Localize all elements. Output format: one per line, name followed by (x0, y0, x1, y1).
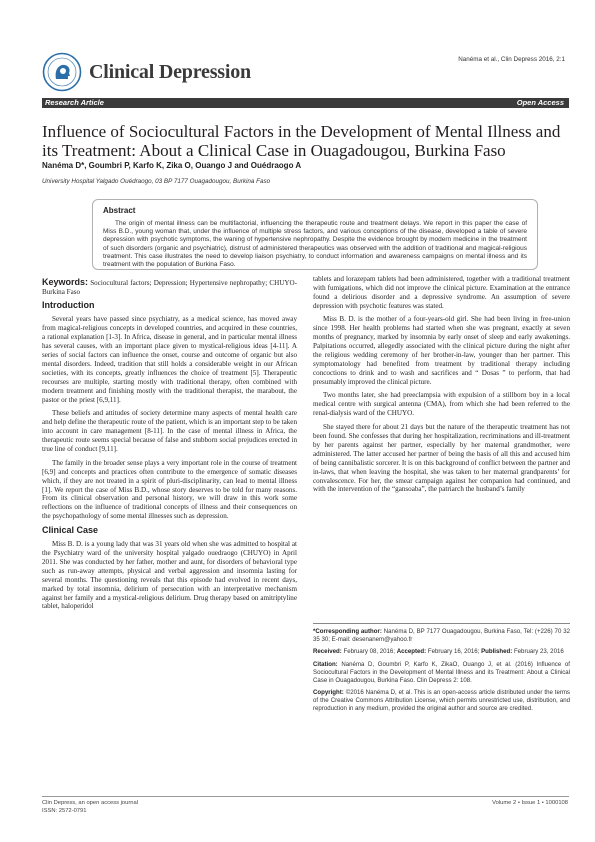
clinical-case-paragraph: Miss B. D. is a young lady that was 31 years old when she was admitted to hospital at the Psychiatry ward of the university hospital yalgado ouedraogo (CHUYO) in April 2011. She was conducted by her father, mother and aunt, for disorders of behavioral type such as run-away attempts, physical and verbal aggression and insomnia lasting for several months. The questioning reveals that this episode had evolved in recent days, marked by total insomnia, delirium of persecution with an interpretative mechanism against her family and a mystical-religious delirium. Drug therapy based on amitriptyline tablet, haloperidol (42, 539, 297, 611)
body-paragraph: Miss B. D. is the mother of a four-years-old girl. She had been living in free-union since 1998. Her health problems had started when she was pregnant, exactly at seven months of pregnancy, marked by insomnia by early onset of sleep and early awakenings. Palpitations occurred, allegedly associated with the clinical picture during the night after the religious wedding ceremony of her brother-in-law, younger than her partner. This symptomatology had benefited from treatment by traditional therapy including concoctions to drink and to wash and sacrifices and “ Dosas ” to perform, that had presumably improved the clinical picture. (313, 315, 570, 386)
article-type-label: Research Article (45, 98, 104, 107)
right-column (313, 275, 570, 499)
citation-text: Nanéma D, Goumbri P, Karfo K, ZikaO, Ouango J, et al. (2016) Influence of Sociocultural Factors in the Development of Mental Illness and its Treatment: About a Clinical Case in Ouagadougou, Burkina Faso. Clin Depress 2: 108. (313, 661, 570, 684)
article-type-bar (42, 98, 569, 108)
footer-divider (42, 796, 569, 797)
clinical-case-heading: Clinical Case (42, 524, 99, 535)
body-paragraph: She stayed there for about 21 days but the nature of the therapeutic treatment has not been found. She confesses that during her hospitalization, recriminations and ill-treatment by her parents against her partner, especially by her maternal grandmother, were administered. The latter accused her partner of being the basis of all this and accused him of being cannibalistic sorcerer. It is on this background of conflict between the partner and in-laws, that when leaving the hospital, she was taken to her maternal grandparents’ for convalescence. For her, the smear campaign against her companion had continued, and with the intervention of the “gansoaba”, the patriarch the husband’s family (313, 422, 570, 494)
author-list: Nanéma D*, Goumbri P, Karfo K, Zika O, Ouango J and Ouédraogo A (42, 161, 302, 170)
footer-journal-line: Clin Depress, an open access journal (42, 800, 139, 806)
running-citation: Nanéma et al., Clin Depress 2016, 2:1 (458, 56, 565, 63)
copyright-label: Copyright: (313, 689, 344, 697)
intro-paragraph: These beliefs and attitudes of society determine many aspects of mental health care and help define the therapeutic route of the patient, which is an important step to be taken into account in care management [8-11]. In the case of mental illness in Africa, the therapeutic route seems special because of false and stubborn social prejudices erected in true line of conduct [9,11]. (42, 409, 297, 454)
footer-issn: ISSN: 2572-0791 (42, 807, 87, 814)
journal-logo-icon (42, 52, 82, 92)
abstract-text: The origin of mental illness can be multifactorial, influencing the therapeutic route and treatment delays. We report in this paper the case of Miss B.D., young woman that, under the influence of multiple stress factors, and various conceptions of the disease, developed a table of severe depression with psychotic symptoms, the waning of hypertensive nephropathy. Despite the evidence brought by modern medicine in the treatment of such disorders (organic and psychiatric), distrust of administered therapeutics was observed with the addition of traditional and magical-religious treatment. This case illustrates the need to develop liaison psychiatry, to conduct information and awareness campaigns on mental illness and its treatment with the population of Burkina Faso. (103, 220, 527, 269)
copyright-text: ©2016 Nanéma D, et al. This is an open-access article distributed under the terms of the Creative Commons Attribution License, which permits unrestricted use, distribution, and reproduction in any medium, provided the original author and source are credited. (313, 689, 570, 712)
received-label: Received (313, 648, 340, 656)
citation (313, 661, 570, 684)
abstract-heading: Abstract (103, 206, 136, 215)
published-label: Published (481, 648, 511, 656)
left-column (42, 278, 297, 616)
keywords-label: Keywords: (42, 277, 89, 287)
received-date: February 08, 2016; (343, 648, 395, 656)
citation-label: Citation: (313, 661, 338, 669)
accepted-label: Accepted (396, 648, 425, 656)
article-title: Influence of Sociocultural Factors in the Development of Mental Illness and its Treatment: About a Clinical Case in Ouagadougou, Burkina Faso (42, 122, 561, 160)
introduction-heading: Introduction (42, 300, 95, 311)
body-paragraph: Two months later, she had preeclampsia with expulsion of a stillborn boy in a local medical centre with surgical antenna (CMA), from which she had been referred to the renal-dialysis ward of the CHUYO. (313, 391, 570, 418)
affiliation: University Hospital Yalgado Ouédraogo, 03 BP 7177 Ouagadougou, Burkina Faso (42, 178, 271, 185)
body-paragraph: tablets and lorazepam tablets had been administered, together with a traditional treatment with fumigations, which did not improve the clinical picture. Examination at the entrance found a delirious disorder and a depressive syndrome. An assumption of severe depression with psychotic features was stated. (313, 275, 570, 310)
corresponding-label: *Corresponding author: (313, 628, 382, 635)
keywords (42, 278, 297, 297)
footer-journal-info (42, 800, 138, 815)
intro-paragraph: The family in the broader sense plays a very important role in the course of treatment [6,9] and concepts and practices often contribute to the emergence of somatic diseases which, if they are not treated in a spirit of pluri-disciplinarity, can lead to mental illness [1]. We report the case of Miss B.D., whose story deserves to be told for many reasons. From its clinical observation and personal history, we will draw in this work some reflections on the influence of traditional concepts of illness and their consequences on the psychopathology of some mental illnesses such as depression. (42, 458, 297, 521)
abstract-box (92, 199, 538, 270)
footer-volume: Volume 2 • Issue 1 • 1000108 (492, 800, 568, 806)
corresponding-text[interactable]: Nanéma D, BP 7177 Ouagadougou, Burkina Faso, Tel: (+226) 70 32 35 30; E-mail: desenanem@yahoo.fr (313, 628, 570, 643)
article-dates: Received: February 08, 2016; Accepted: February 16, 2016; Published: February 23, 2016 (313, 648, 564, 656)
intro-paragraph: Several years have passed since psychiatry, as a medical science, has moved away from magical-religious concepts in developed countries, and acquired in these countries, a rational explanation [1-3]. In Africa, disease in general, and in particular mental illness has several causes, with an important place given to mystical-religious ideas [4-11]. A series of social factors can influence the onset, course and outcome of organic but also mental disorders. Indeed, tradition that still holds a considerable weight in our African societies, with its concepts, greatly influences the choice of treatment [5]. Therapeutic recourses are multiple, starting mostly with traditional therapy, often combined with modern treatment and finishing mostly with the traditional therapist, the marabout, the pastor or the priest [6,9,11]. (42, 315, 297, 404)
keywords-text: Sociocultural factors; Depression; Hypertensive nephropathy; CHUYO- Burkina Faso (42, 279, 297, 296)
accepted-date: February 16, 2016; (427, 648, 480, 656)
open-access-label: Open Access (516, 98, 564, 107)
corresponding-author (313, 628, 570, 643)
article-notes (313, 623, 570, 717)
journal-name: Clinical Depression (89, 61, 251, 83)
published-date: February 23, 2016 (513, 648, 564, 656)
copyright (313, 689, 570, 712)
